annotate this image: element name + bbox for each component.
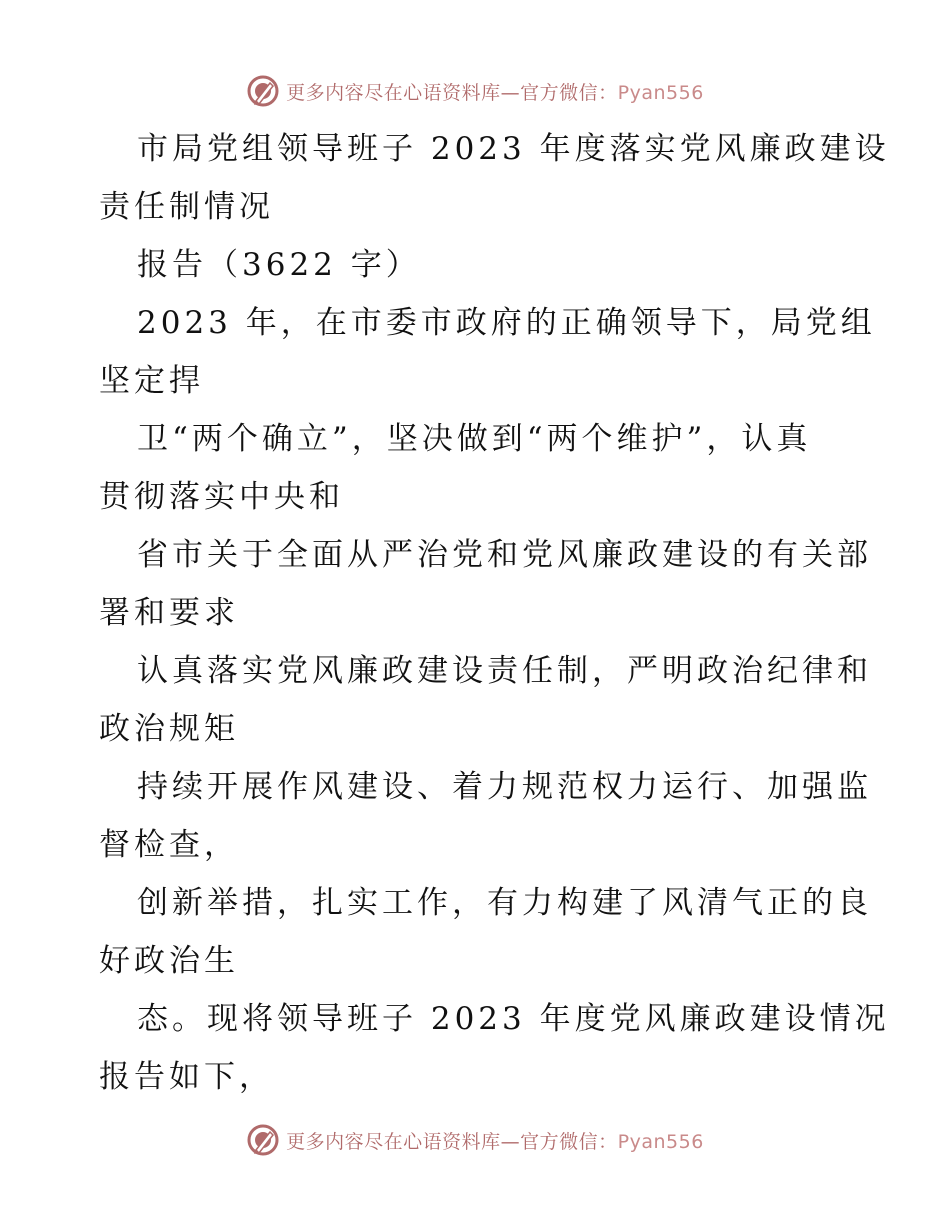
document-line: 政治规矩 xyxy=(99,711,239,747)
watermark-label: 更多内容尽在心语资料库—官方微信： xyxy=(286,81,618,104)
watermark-label: 更多内容尽在心语资料库—官方微信： xyxy=(286,1130,618,1153)
watermark-text xyxy=(286,1127,704,1154)
document-line: 好政治生 xyxy=(99,943,239,979)
pen-logo-icon xyxy=(246,74,280,108)
document-line: 督检查， xyxy=(99,827,239,863)
document-line: 卫“两个确立”，坚决做到“两个维护”，认真 xyxy=(137,421,812,457)
document-line: 持续开展作风建设、着力规范权力运行、加强监 xyxy=(137,769,872,805)
document-line: 贯彻落实中央和 xyxy=(99,479,344,515)
header-watermark xyxy=(0,71,950,111)
document-line: 报告如下， xyxy=(99,1059,274,1095)
watermark-wechat-id: Pyan556 xyxy=(617,81,704,104)
document-line: 署和要求 xyxy=(99,595,239,631)
document-line: 态。现将领导班子 2023 年度党风廉政建设情况 xyxy=(137,1001,890,1037)
watermark-wechat-id: Pyan556 xyxy=(617,1130,704,1153)
watermark-text xyxy=(286,78,704,105)
document-line: 创新举措，扎实工作，有力构建了风清气正的良 xyxy=(137,885,872,921)
document-line: 2023 年，在市委市政府的正确领导下，局党组 xyxy=(137,305,876,341)
document-body xyxy=(99,120,890,1106)
document-line: 省市关于全面从严治党和党风廉政建设的有关部 xyxy=(137,537,872,573)
footer-watermark xyxy=(0,1120,950,1160)
document-line: 坚定捍 xyxy=(99,363,204,399)
document-line: 责任制情况 xyxy=(99,189,274,225)
document-line: 认真落实党风廉政建设责任制，严明政治纪律和 xyxy=(137,653,872,689)
document-line: 报告（3622 字） xyxy=(137,247,421,283)
document-line: 市局党组领导班子 2023 年度落实党风廉政建设 xyxy=(137,131,890,167)
pen-logo-icon xyxy=(246,1123,280,1157)
